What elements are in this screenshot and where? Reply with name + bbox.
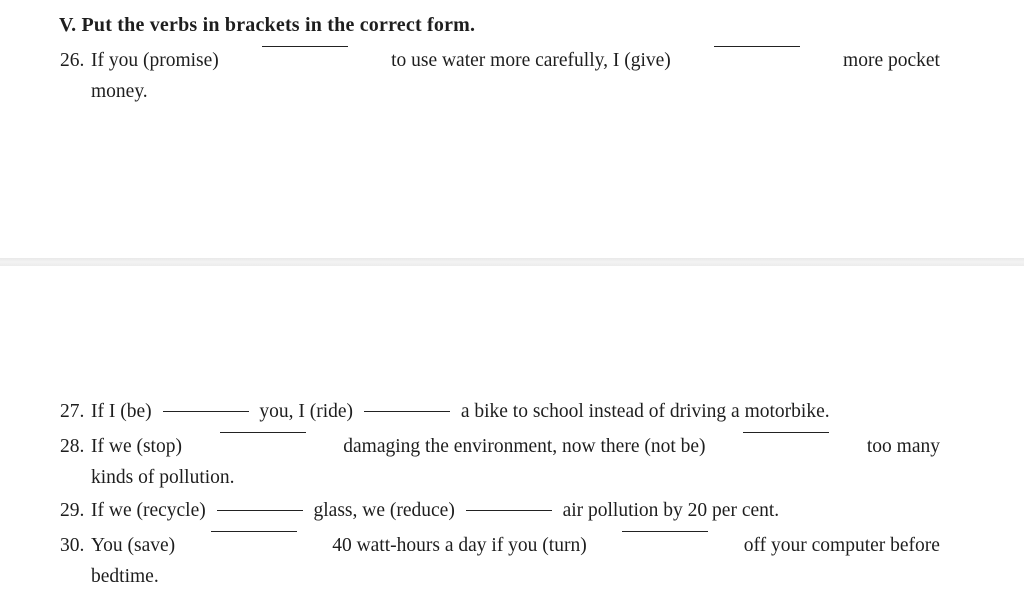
section-heading: V. Put the verbs in brackets in the correct form.	[59, 14, 476, 36]
question-text: kinds of pollution.	[91, 467, 235, 488]
question-text: a bike to school instead of driving a motorbike.	[460, 401, 830, 422]
document-page-top	[0, 0, 1024, 258]
question-text: 40 watt-hours a day if you (turn)	[332, 535, 587, 556]
question-number: 27.	[60, 401, 85, 422]
answer-blank[interactable]	[743, 431, 829, 433]
question-text: If we (recycle)	[91, 500, 206, 521]
question-number: 30.	[60, 535, 85, 556]
question-text: glass, we (reduce)	[313, 500, 455, 521]
question-text: If we (stop)	[91, 436, 182, 457]
question-30	[60, 530, 940, 592]
answer-blank[interactable]	[466, 509, 552, 511]
question-text: If you (promise)	[91, 50, 219, 71]
question-text: off your computer before	[743, 535, 940, 556]
answer-blank[interactable]	[211, 530, 297, 532]
answer-blank[interactable]	[714, 45, 800, 47]
question-number: 29.	[60, 500, 85, 521]
question-text: You (save)	[91, 535, 176, 556]
question-text: air pollution by 20 per cent.	[562, 500, 780, 521]
question-28	[60, 431, 940, 493]
question-text: you, I (ride)	[259, 401, 354, 422]
document-page-bottom	[0, 266, 1024, 596]
question-number: 26.	[60, 50, 85, 71]
question-text: damaging the environment, now there (not be)	[343, 436, 706, 457]
answer-blank[interactable]	[364, 410, 450, 412]
answer-blank[interactable]	[220, 431, 306, 433]
cropped-previous-line	[58, 0, 658, 3]
question-text: bedtime.	[91, 566, 159, 587]
answer-blank[interactable]	[217, 509, 303, 511]
question-number: 28.	[60, 436, 85, 457]
question-26	[60, 45, 940, 107]
question-29	[60, 495, 940, 526]
question-text: too many	[866, 436, 940, 457]
answer-blank[interactable]	[622, 530, 708, 532]
page-separator	[0, 258, 1024, 266]
question-text: money.	[91, 81, 148, 102]
answer-blank[interactable]	[163, 410, 249, 412]
question-text: more pocket	[843, 50, 940, 71]
answer-blank[interactable]	[262, 45, 348, 47]
question-text: If I (be)	[91, 401, 152, 422]
question-text: to use water more carefully, I (give)	[391, 50, 671, 71]
question-27	[60, 396, 940, 427]
